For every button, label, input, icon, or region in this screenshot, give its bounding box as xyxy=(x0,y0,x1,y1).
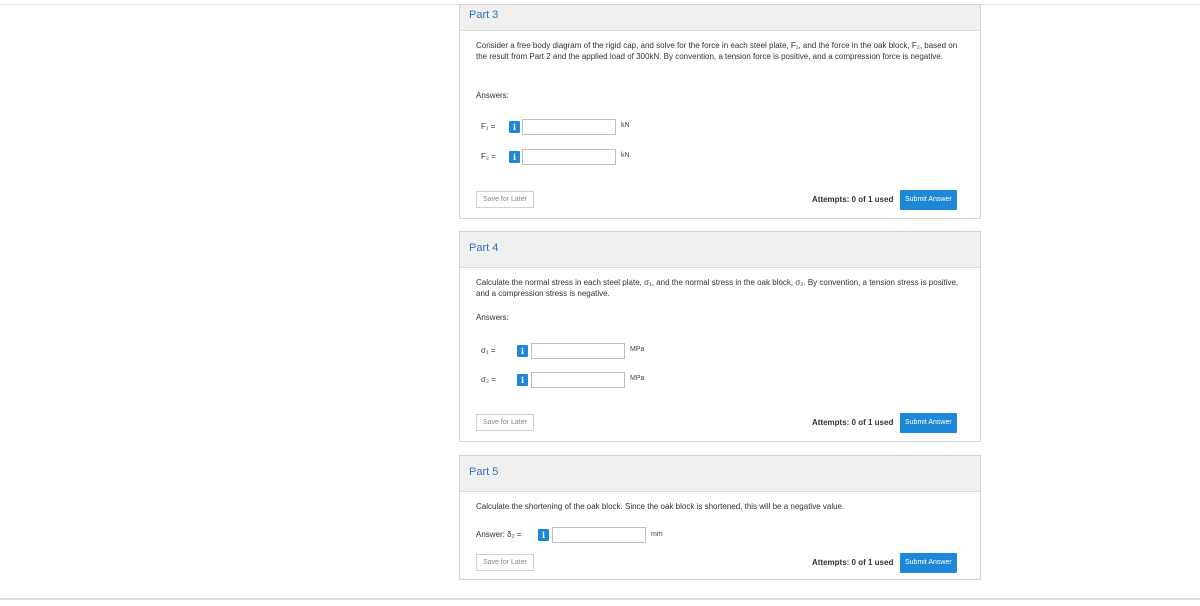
part-3-panel xyxy=(459,4,981,219)
delta2-label: Answer: δ₂ = xyxy=(476,530,522,539)
sigma2-info-icon[interactable]: i xyxy=(517,374,528,386)
sigma2-unit: MPa xyxy=(630,375,645,382)
part-4-title: Part 4 xyxy=(460,232,980,268)
f2-info-icon[interactable]: i xyxy=(509,151,520,163)
part-5-submit-answer-button[interactable]: Submit Answer xyxy=(900,553,957,573)
part-4-answers-label: Answers: xyxy=(476,313,509,322)
part-4-attempts: Attempts: 0 of 1 used xyxy=(812,418,894,427)
part-4-save-for-later-button[interactable]: Save for Later xyxy=(476,414,534,431)
part-3-submit-answer-button[interactable]: Submit Answer xyxy=(900,190,957,210)
sigma2-answer-input[interactable] xyxy=(531,372,625,388)
part-4-submit-answer-button[interactable]: Submit Answer xyxy=(900,413,957,433)
delta2-info-icon[interactable]: i xyxy=(538,529,549,541)
part-4-question: Calculate the normal stress in each steel plate, σ₁, and the normal stress in the oak block, σ₂. By convention, a tension stress is positive, and a compression stress is negative. xyxy=(476,278,959,298)
sigma1-unit: MPa xyxy=(630,346,645,353)
sigma1-info-icon[interactable]: i xyxy=(517,345,528,357)
f1-label: F₁ = xyxy=(481,122,496,131)
f2-answer-input[interactable] xyxy=(522,149,616,165)
delta2-answer-input[interactable] xyxy=(552,527,646,543)
delta2-unit: mm xyxy=(651,531,663,538)
part-3-title: Part 3 xyxy=(460,5,980,31)
part-4-panel xyxy=(459,231,981,442)
part-3-attempts: Attempts: 0 of 1 used xyxy=(812,195,894,204)
part-3-answers-label: Answers: xyxy=(476,91,509,100)
part-5-attempts: Attempts: 0 of 1 used xyxy=(812,558,894,567)
part-3-question: Consider a free body diagram of the rigid cap, and solve for the force in each steel plate, F₁, and the force in the oak block, F₂, based on the result from Part 2 and the applied load of 300kN. By convention, a tension force is positive, and a compression force is negative. xyxy=(476,41,958,61)
sigma1-answer-input[interactable] xyxy=(531,343,625,359)
f2-unit: kN xyxy=(621,152,630,159)
part-5-question: Calculate the shortening of the oak block. Since the oak block is shortened, this will be a negative value. xyxy=(476,502,845,511)
part-5-save-for-later-button[interactable]: Save for Later xyxy=(476,554,534,571)
part-3-save-for-later-button[interactable]: Save for Later xyxy=(476,191,534,208)
part-5-panel xyxy=(459,455,981,580)
sigma2-label: σ₂ = xyxy=(481,375,496,384)
part-5-title: Part 5 xyxy=(460,456,980,492)
f1-answer-input[interactable] xyxy=(522,119,616,135)
f2-label: F₂ = xyxy=(481,152,496,161)
sigma1-label: σ₁ = xyxy=(481,346,496,355)
f1-info-icon[interactable]: i xyxy=(509,121,520,133)
f1-unit: kN xyxy=(621,122,630,129)
bottom-divider xyxy=(0,598,1200,600)
